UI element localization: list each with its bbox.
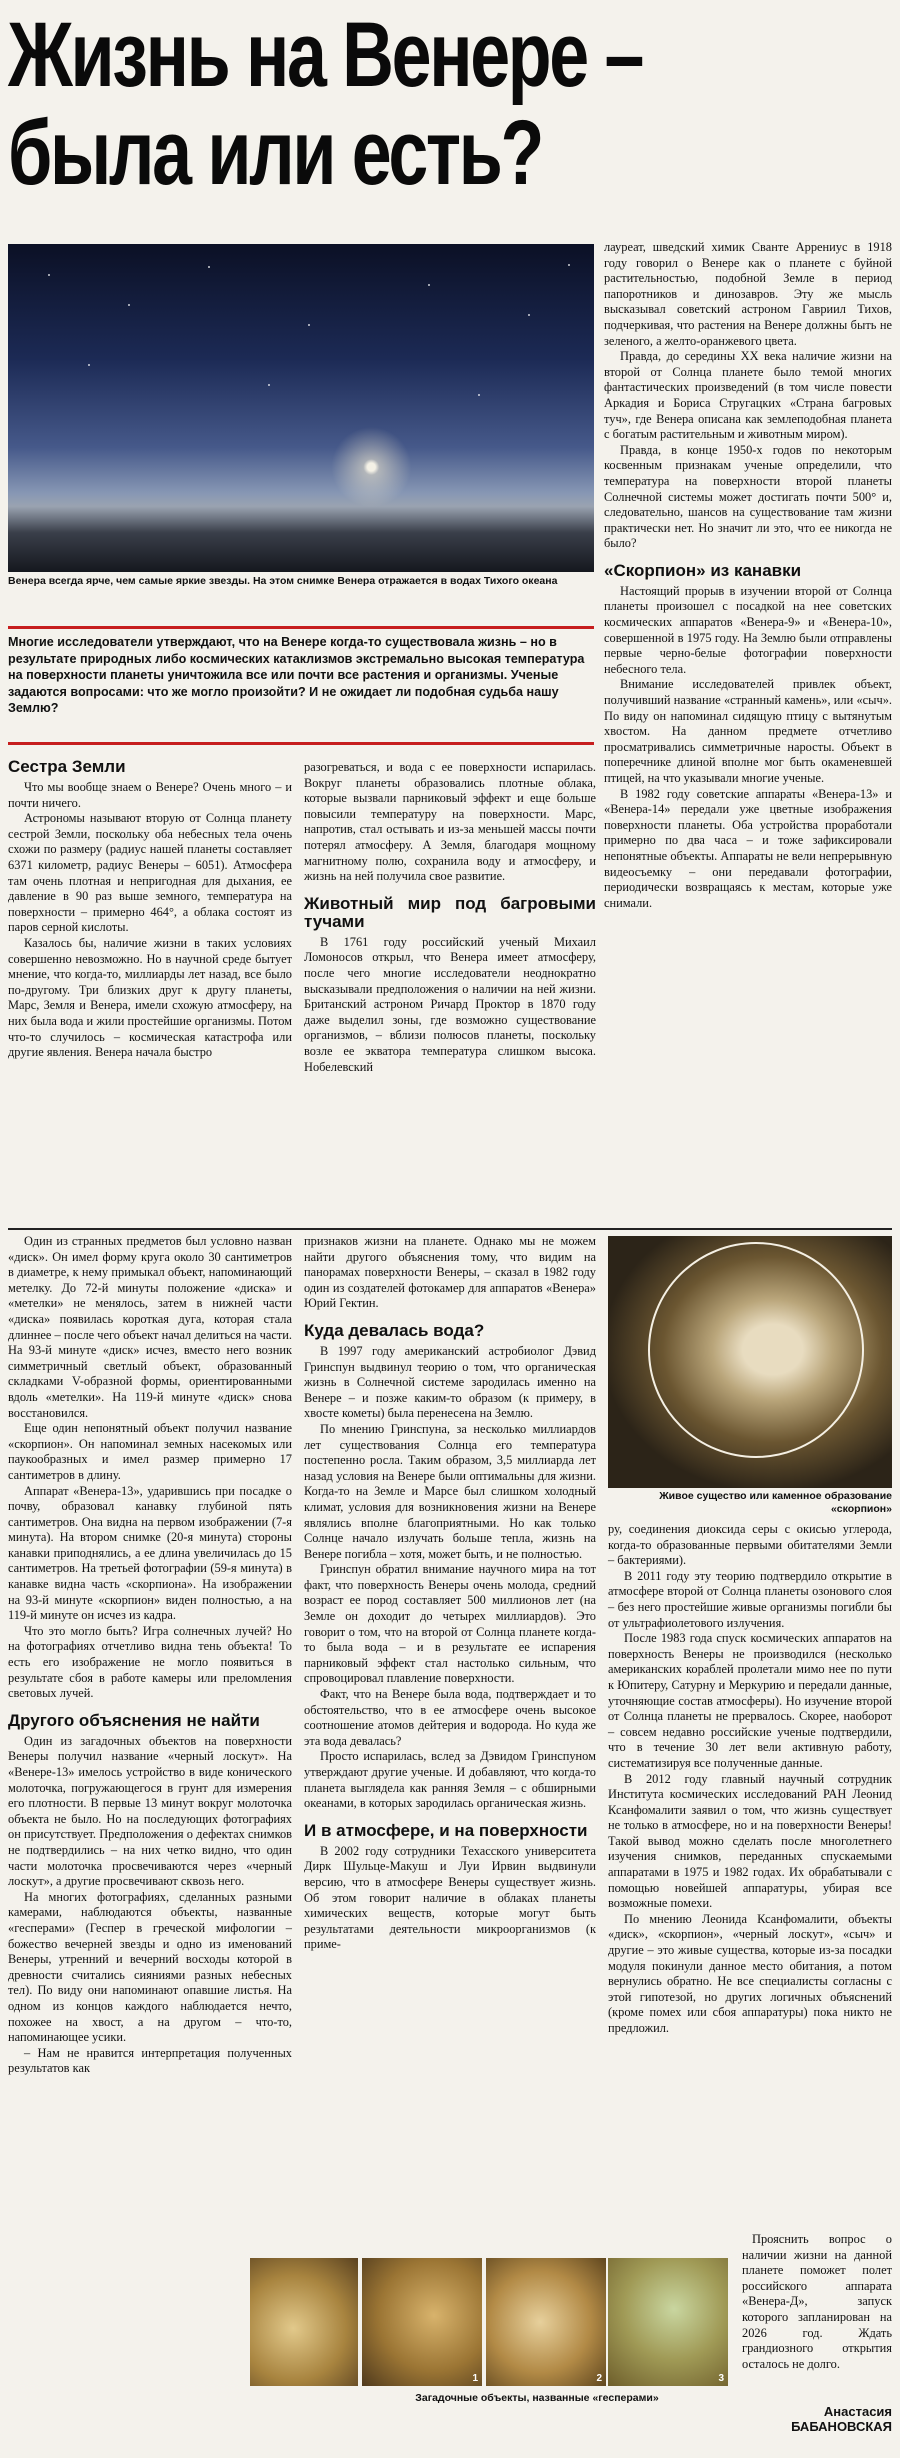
headline-line-1: Жизнь на Венере – [8,4,643,106]
text-paragraph: На многих фотографиях, сделанных разными камерами, наблюдаются объекты, названные «гесперами» (Геспер в греческой мифологии – божество вечерней звезды и одно из именований Венеры, утренний и вечерний восходы которой в древности считались сияниями разных небесных тел). По виду они напоминают опавшие листья. На одном из концов каждого наблюдается нечто, похожее на хвост, а на другом – что-то, напоминающее усики. [8,1889,292,2045]
text-paragraph: ру, соединения диоксида серы с окисью углерода, когда-то образованные первыми обитателями Земли – бактериями). [608,1522,892,1568]
section-divider [8,1228,892,1230]
section-title-animal: Животный мир под багровыми тучами [304,893,596,931]
text-paragraph: Аппарат «Венера-13», ударившись при посадке о почву, образовал канавку глубиной пять сантиметров. Она видна на первом изображении (7-я минута). На втором снимке (20-я минута) стороны канавки приподнялись, а ее длина увеличилась до 15 сантиметров. На третьей фотографии (59-я минута) в канавке видна часть «скорпиона». На изображении на 93-й минуте «скорпион» виден полностью, а на 119-й минуте он исчез из кадра. [8,1483,292,1623]
text-paragraph: По мнению Гринспуна, за несколько миллиардов лет существования Солнца его температура постепенно росла. Таким образом, 3,5 миллиарда лет назад условия на Венере были оптимальны для жизни. Когда-то на Земле и Марсе был слишком холодный климат, условия для возникновения жизни на Венере являлись вполне благоприятными. Но как только Солнце начало излучать больше тепла, жизнь на Венере погибла – хотя, может быть, и не полностью. [304,1421,596,1561]
text-paragraph: Просто испарилась, вслед за Дэвидом Гринспуном утверждают другие ученые. И добавляют, что когда-то планета выглядела как ранняя Земля – с обширными океанами, в которых зародилась органическая жизнь. [304,1749,596,1811]
text-paragraph: Правда, до середины XX века наличие жизни на второй от Солнца планете было темой многих фантастических произведений (в том числе повести Аркадия и Бориса Стругацких «Страна багровых туч», где Венера описана как землеподобная планета с богатым растительным и животным миром). [604,349,892,442]
text-paragraph: Еще один непонятный объект получил название «скорпион». Он напоминал земных насекомых или паукообразных и имел размер примерно 17 сантиметров в длину. [8,1421,292,1482]
middle-top-column [304,760,596,1075]
hesper-photo-4 [608,2258,728,2386]
text-paragraph: Что это могло быть? Игра солнечных лучей? Но на фотографиях отчетливо видна тень объекта! То есть его изображение не могло появиться в результате сбоя в работе камеры или преломления световых лучей. [8,1623,292,1701]
middle-lower-column [304,1234,596,1953]
text-paragraph: В 2012 году главный научный сотрудник Института космических исследований РАН Леонид Ксанфомалити заявил о том, что жизнь существует не только в атмосфере, но и на поверхности Венеры! Такой вывод можно сделать после многолетнего изучения снимков, переданных спускаемыми аппаратами в 1975 и 1982 годах. Их обрабатывали с помощью новейшей аппаратуры, убирая все возможные помехи. [608,1771,892,1911]
author-first-name: Анастасия [823,2404,892,2419]
section-title-other: Другого объяснения не найти [8,1710,260,1730]
section-title-sister: Сестра Земли [8,757,126,776]
text-paragraph: Гринспун обратил внимание научного мира на тот факт, что поверхность Венеры очень молода, средний возраст ее пород составляет 500 миллионов лет (на Земле он доходит до четырех миллиардов). Это говорит о том, что на второй от Солнца планете когда-то была вода – и в результате ее испарения парниковый эффект стал настолько сильным, что спровоцировал плавление поверхности. [304,1562,596,1686]
lead-bottom-rule [8,742,594,745]
text-paragraph: Настоящий прорыв в изучении второй от Солнца планеты произошел с посадкой на нее советских космических аппаратов «Венера-9» и «Венера-10», совершенной в 1975 году. На Землю были отправлены первые черно-белые фотографии поверхности небесного тела. [604,583,892,676]
text-paragraph: В 2011 году эту теорию подтвердило открытие в атмосфере второй от Солнца планеты озонового слоя – без него простейшие живые организмы погибли бы от ультрафиолетового излучения. [608,1568,892,1630]
scorpion-photo [608,1236,892,1488]
section-title-atmosphere: И в атмосфере, и на поверхности [304,1820,588,1840]
text-paragraph: После 1983 года спуск космических аппаратов на поверхность Венеры не производился (несколько американских кораблей пролетали мимо нее по пути к Юпитеру, Сатурну и Меркурию и передали данные, уточняющие состав атмосферы). Но изучение второй от Солнца планеты не прервалось. Скорее, наоборот – совсем недавно российские ученые подтвердили, что в течение 30 лет вели активную работу, систематизируя все полученные данные. [608,1631,892,1770]
text-paragraph: Астрономы называют вторую от Солнца планету сестрой Земли, поскольку оба небесных тела очень схожи по размеру (радиус нашей планеты составляет 6371 километр, радиус Венеры – 6051). Атмосфера там очень плотная и непригодная для дыхания, ее давление в 90 раз выше земного, температура на поверхности – примерно 464°, а облака состоят из паров серной кислоты. [8,811,292,935]
section-title-water: Куда девалась вода? [304,1320,485,1340]
hesper-caption: Загадочные объекты, названные «гесперами» [415,2392,659,2404]
top-right-column [604,240,892,911]
right-lower-column [608,1522,892,2037]
author-signature [742,2404,892,2434]
text-paragraph: Правда, в конце 1950-х годов по некоторым косвенным признакам ученые определили, что температура на поверхности второй планеты Солнечной системы может достигать почти 500° и, следовательно, шансов на существование там жизни практически нет. Но значит ли это, что ее никогда не было? [604,442,892,551]
text-paragraph: Внимание исследователей привлек объект, получивший название «странный камень», или «сыч». По виду он напоминал сидящую птицу с вытянутым хвостом. На данном предмете отчетливо просматривались симметричные наросты. Объект в поперечнике длиной вполне мог быть окаменевшей птицей, на что указывали многие ученые. [604,677,892,785]
text-paragraph: Казалось бы, наличие жизни в таких условиях совершенно невозможно. Но в научной среде бытует мнение, что когда-то, миллиарды лет назад, все было по-другому. Три близких друг к другу планеты, Марс, Земля и Венера, имели схожую атмосферу, на них была вода и жили простейшие организмы. Потом что-то случилось – космическая катастрофа или другие явления. Венера начала быстро [8,935,292,1060]
headline-line-2: была или есть? [8,102,543,204]
text-paragraph: признаков жизни на планете. Однако мы не можем найти другого объяснения тому, что видим на панорамах поверхности Венеры, – сказал в 1982 году один из создателей фотокамер для аппаратов «Венера» Юрий Гектин. [304,1234,596,1311]
lower-left-column [8,1234,292,2077]
section-title-scorpion: «Скорпион» из канавки [604,560,802,580]
scorpion-caption: Живое существо или каменное образование «скорпион» [659,1490,892,1515]
photo-number: 3 [718,2373,724,2384]
closing-paragraph [742,2232,892,2372]
text-paragraph: – Нам не нравится интерпретация полученных результатов как [8,2045,292,2076]
hesper-photo-1 [250,2258,358,2386]
text-paragraph: Один из загадочных объектов на поверхности Венеры получил название «черный лоскут». На «Венере-13» имелось устройство в виде конического молоточка, погружающегося в грунт для измерения его плотности. В первые 13 минут вокруг молоточка объекта не было. Но на последующих фотографиях он присутствует. Предположения о дефектах снимков не подтвердились – на них четко видно, что один части молоточка просвечиваются через «черный лоскут», а другие просвечивают сквозь него. [8,1733,292,1889]
photo-number: 1 [472,2373,478,2384]
photo-caption: Венера всегда ярче, чем самые яркие звезды. На этом снимке Венера отражается в водах Тихого океана [8,575,558,587]
lead-top-rule [8,626,594,629]
author-last-name: БАБАНОВСКАЯ [791,2419,892,2434]
text-paragraph: Что мы вообще знаем о Венере? Очень много – и почти ничего. [8,780,292,810]
text-paragraph: лауреат, шведский химик Сванте Аррениус в 1918 году говорил о Венере как о планете с буйной растительностью, подобной Земле в период папоротников и динозавров. Эту же мысль высказывал советский астроном Гавриил Тихов, подчеркивая, что растения на Венере должны быть не зеленого, а желто-оранжевого цвета. [604,240,892,348]
lead-paragraph: Многие исследователи утверждают, что на Венере когда-то существовала жизнь – но в результате природных либо космических катаклизмов экстремально высокая температура на поверхности планеты уничтожила все или почти все растения и организмы. Ученые задаются вопросами: что же могло произойти? И не ожидает ли подобная судьба нашу Землю? [8,635,585,715]
text-paragraph: разогреваться, и вода с ее поверхности испарилась. Вокруг планеты образовались плотные облака, которые вызвали парниковый эффект и еще больше повысили температуру на поверхности. Марс, напротив, стал остывать и из-за меньшей массы почти потерял атмосферу. А Земля, благодаря мощному магнитному полю, сохранила воду и атмосферу, и жизнь на ней получила свое развитие. [304,760,596,884]
text-paragraph: В 2002 году сотрудники Техасского университета Дирк Шульце-Макуш и Луи Ирвин выдвинули версию, что в атмосфере Венеры существует жизнь. Об этом говорит наличие в облаках планеты химических веществ, которые могут быть результатами деятельности микроорганизмов (к приме- [304,1843,596,1952]
venus-ocean-photo [8,244,594,572]
text-paragraph: По мнению Леонида Ксанфомалити, объекты «диск», «скорпион», «черный лоскут», «сыч» и другие – это живые существа, которые из-за посадки модуля покинули данное место обитания, а потом вернулись обратно. Не все специалисты согласны с этой гипотезой, но других логичных объяснений (кроме помех или сбоя аппаратуры) пока никто не предложил. [608,1911,892,2035]
text-paragraph: В 1982 году советские аппараты «Венера-13» и «Венера-14» передали уже цветные изображения поверхности планеты. Оба устройства проработали примерно по два часа – и тоже зафиксировали непонятные объекты. Аппараты не вели непрерывную видеосъемку – они передавали фотографии, периодически возвращаясь к местам, которые уже снимали. [604,786,892,910]
sister-column [8,758,292,1061]
photo-number: 2 [596,2373,602,2384]
text-paragraph: Прояснить вопрос о наличии жизни на данной планете поможет полет российского аппарата «Венера-Д», запуск которого запланирован на 2026 год. Ждать грандиозного открытия осталось не долго. [742,2232,892,2371]
hesper-photo-2 [362,2258,482,2386]
text-paragraph: Один из странных предметов был условно назван «диск». Он имел форму круга около 30 сантиметров в диаметре, к нему примыкал объект, напоминающий метелку. До 72-й минуты положение «диска» и «метелки» не менялось, затем в нижней части «диска» появилась короткая дуга, которая стала длиннее – после чего объект начал делиться на части. На 93-й минуте «диск» исчез, вместо него возник симметричный светлый объект, образованный складками V-образной формы, ориентированными вдоль «метелки». На 119-й минуте «диск» снова восстановился. [8,1234,292,1420]
hesper-photo-3 [486,2258,606,2386]
text-paragraph: Факт, что на Венере была вода, подтверждает и то обстоятельство, что в ее атмосфере очень высокое соотношение атомов дейтерия и водорода. Но куда же эта вода девалась? [304,1687,596,1748]
headline [8,6,889,202]
text-paragraph: В 1997 году американский астробиолог Дэвид Гринспун выдвинул теорию о том, что органическая жизнь в Солнечной системе зародилась именно на Венере – и позже каким-то образом (к примеру, в хвосте кометы) была перенесена на Землю. [304,1343,596,1421]
highlight-circle [648,1242,864,1458]
text-paragraph: В 1761 году российский ученый Михаил Ломоносов открыл, что Венера имеет атмосферу, после чего многие исследователи неоднократно высказывали предположения о наличии на ней жизни. Британский астроном Ричард Проктор в 1870 году даже выделил зоны, где возможно существование организмов, – вблизи полюсов планеты, поскольку возле ее экватора температура слишком высока. Нобелевский [304,934,596,1074]
